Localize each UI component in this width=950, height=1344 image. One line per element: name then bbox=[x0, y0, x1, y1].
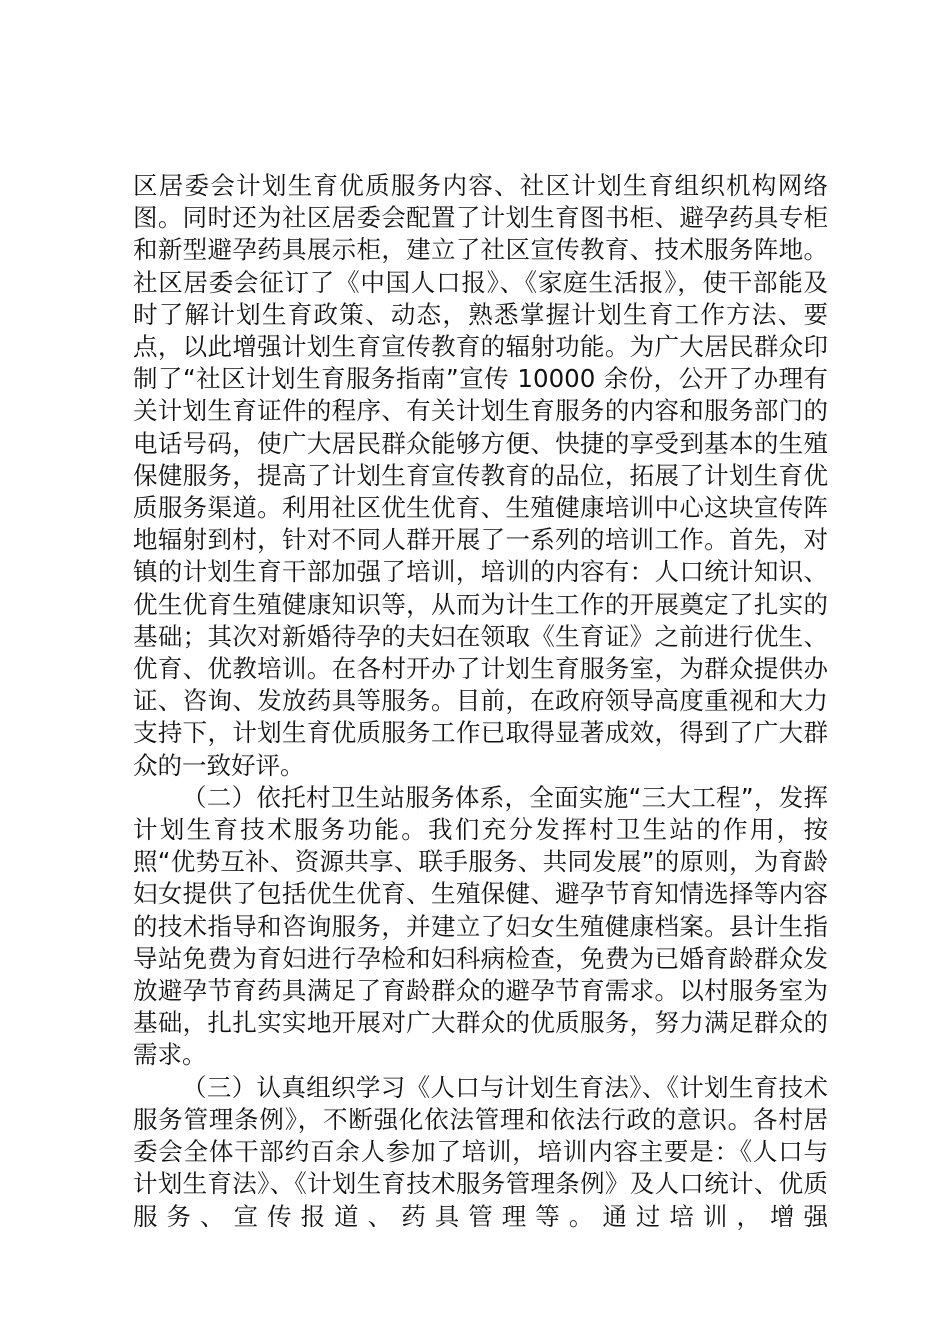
paragraph-village-health-station: （二）依托村卫生站服务体系，全面实施“三大工程”，发挥计划生育技术服务功能。我们充分发挥村卫生站的作用，按照“优势互补、资源共享、联手服务、共同发展”的原则，为育龄妇女提供了包括优生优育、生殖保健、避孕节育知情选择等内容的技术指导和咨询服务，并建立了妇女生殖健康档案。县计生指导站免费为育妇进行孕检和妇科病检查，免费为已婚育龄群众发放避孕节育药具满足了育龄群众的避孕节育需求。以村服务室为基础，扎扎实实地开展对广大群众的优质服务，努力满足群众的需求。 bbox=[133, 782, 828, 1070]
paragraph-community-services: 区居委会计划生育优质服务内容、社区计划生育组织机构网络图。同时还为社区居委会配置了计划生育图书柜、避孕药具专柜和新型避孕药具展示柜，建立了社区宣传教育、技术服务阵地。社区居委会征订了《中国人口报》、《家庭生活报》，使干部能及时了解计划生育政策、动态，熟悉掌握计划生育工作方法、要点，以此增强计划生育宣传教育的辐射功能。为广大居民群众印制了“社区计划生育服务指南”宣传 10000 余份，公开了办理有关计划生育证件的程序、有关计划生育服务的内容和服务部门的电话号码，使广大居民群众能够方便、快捷的享受到基本的生殖保健服务，提高了计划生育宣传教育的品位，拓展了计划生育优质服务渠道。利用社区优生优育、生殖健康培训中心这块宣传阵地辐射到村，针对不同人群开展了一系列的培训工作。首先，对镇的计划生育干部加强了培训，培训的内容有：人口统计知识、优生优育生殖健康知识等，从而为计生工作的开展奠定了扎实的基础；其次对新婚待孕的夫妇在领取《生育证》之前进行优生、优育、优教培训。在各村开办了计划生育服务室，为群众提供办证、咨询、发放药具等服务。目前，在政府领导高度重视和大力支持下，计划生育优质服务工作已取得显著成效，得到了广大群众的一致好评。 bbox=[133, 171, 828, 780]
document-body bbox=[133, 170, 828, 1233]
paragraph-law-training: （三）认真组织学习《人口与计划生育法》、《计划生育技术服务管理条例》，不断强化依法管理和依法行政的意识。各村居委会全体干部约百余人参加了培训，培训内容主要是：《人口与计划生育法》、《计划生育技术服务管理条例》及人口统计、优质服务、宣传报道、药具管理等。通过培训，增强 bbox=[133, 1072, 828, 1231]
